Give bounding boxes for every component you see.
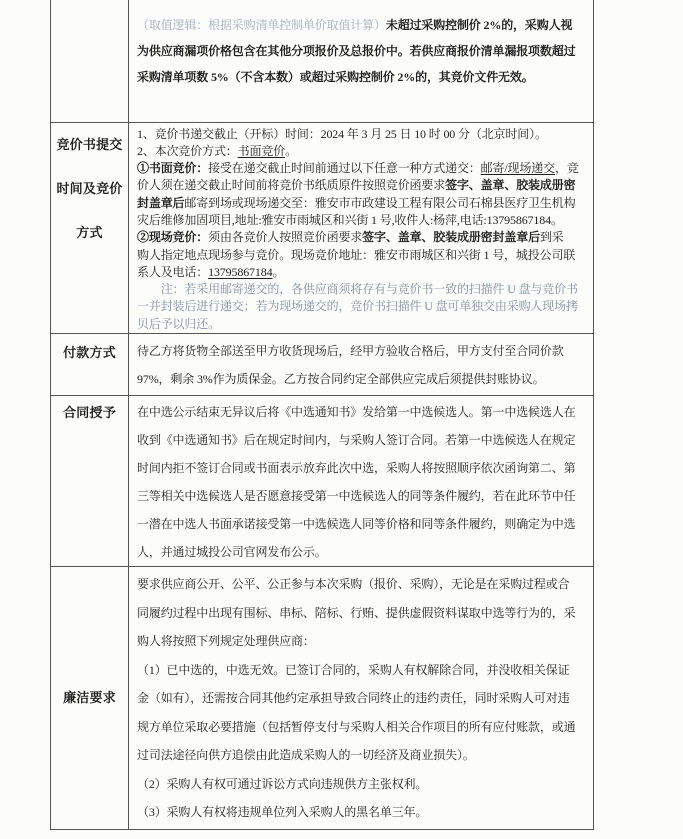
content-line <box>137 64 585 90</box>
text-segment: 一并封装后进行递交；若为现场递交的，竞价书扫描件 U 盘可单独交由采购人现场拷 <box>137 299 578 314</box>
content-line <box>137 398 585 426</box>
content-line <box>137 482 585 510</box>
content-line <box>137 538 585 566</box>
text-segment: 签字、盖章、胶装成册密封盖章后 <box>362 230 540 245</box>
content-line <box>137 798 585 827</box>
text-segment: ①书面竞价： <box>137 161 209 176</box>
row-label-cell-submission <box>51 122 129 334</box>
text-segment: （取值逻辑：根据采购清单控制单价取值计算） <box>137 18 386 32</box>
content-line <box>137 247 585 264</box>
procurement-terms-table <box>50 0 594 830</box>
procurement-terms-table-body <box>51 0 594 830</box>
content-line <box>137 229 585 246</box>
table-row-pricing-rule <box>51 0 594 122</box>
content-line <box>137 177 585 194</box>
text-segment: 注：若采用邮寄递交的，各供应商须将存有与竞价书一致的扫描件 U 盘与竞价书 <box>137 282 578 297</box>
row-label-cell-payment <box>51 334 129 396</box>
content-line <box>137 741 585 770</box>
row-label: 付款方式 <box>63 345 116 361</box>
text-segment: 签字、盖章、胶装成册密 <box>445 178 576 193</box>
content-line <box>137 143 585 160</box>
text-segment: 过司法途径向供方追偿由此造成采购人的一切经济及商业损失）。 <box>137 748 475 763</box>
content-line <box>137 264 585 281</box>
row-label: 时间及竞价 <box>56 180 123 196</box>
row-content-cell-integrity <box>129 567 594 830</box>
text-segment: 一潜在中选人书面承诺接受第一中选候选人同等价格和同等条件履约，则确定为中选 <box>137 517 576 532</box>
content-line <box>137 426 585 454</box>
text-segment: 书面竞价 <box>237 143 286 158</box>
text-segment: 采购清单项数 5%（不含本数）或超过采购控制价 2%的，其竞价文件无效。 <box>137 70 534 84</box>
content-line <box>137 12 585 38</box>
text-segment: 97%，剩余 3%作为质保金。乙方按合同约定全部供应完成后须提供封账协议。 <box>137 372 545 387</box>
row-content-cell-submission <box>129 122 594 334</box>
content-line <box>137 684 585 713</box>
text-segment: 时间内拒不签订合同或书面表示放弃此次中选，采购人将按照顺序依次函询第二、第 <box>137 461 576 476</box>
row-content-cell-contract-award <box>129 396 594 567</box>
row-label: 廉洁要求 <box>63 690 116 706</box>
content-line <box>137 212 585 229</box>
table-row-integrity <box>51 567 594 830</box>
text-segment: 在中选公示结束无异议后将《中选通知书》发给第一中选候选人。第一中选候选人在 <box>137 405 576 420</box>
text-segment: 未超过采购控制价 2%的，采购人视 <box>385 18 573 32</box>
content-line <box>137 195 585 212</box>
text-segment: 须由各竞价人按照竞价函要求 <box>208 230 363 245</box>
text-segment: 邮寄/现场递交 <box>480 161 555 176</box>
text-segment: 为供应商漏项价格包含在其他分项报价及总报价中。若供应商报价清单漏报项数超过 <box>137 44 576 58</box>
content-line <box>137 160 585 177</box>
text-segment: 系人及电话： <box>137 264 209 279</box>
content-line <box>137 713 585 742</box>
text-segment: 邮寄到场或现场递交至：雅安市市政建设工程有限公司石棉县医疗卫生机构 <box>184 195 576 210</box>
table-row-submission <box>51 122 594 334</box>
text-segment: （1）已中选的，中选无效。已签订合同的，采购人有权解除合同，并没收相关保证 <box>137 662 570 677</box>
text-segment: 购人指定地点现场参与竞价。现场竞价地址：雅安市雨城区和兴街 1 号，城投公司联 <box>137 247 576 262</box>
text-segment: 待乙方将货物全部送至甲方收货现场后，经甲方验收合格后，甲方支付至合同价款 <box>137 344 564 359</box>
content-line <box>137 599 585 628</box>
text-segment: 收到《中选通知书》后在规定时间内，与采购人签订合同。若第一中选候选人在规定 <box>137 433 576 448</box>
content-line <box>137 627 585 656</box>
content-line <box>137 454 585 482</box>
text-segment: 价人须在递交截止时间前将竞价书纸质原件按照竞价函要求 <box>137 178 446 193</box>
text-segment: 规方单位采取必要措施（包括暂停支付与采购人相关合作项目的所有应付账款，或通 <box>137 719 576 734</box>
text-segment: （3）采购人有权将违规单位列入采购人的黑名单三年。 <box>137 805 428 820</box>
row-label-cell-contract-award <box>51 396 129 567</box>
content-line <box>137 570 585 599</box>
row-content-cell-payment <box>129 334 594 396</box>
content-line <box>137 298 585 315</box>
content-line <box>137 38 585 64</box>
text-segment: ，竞 <box>554 161 579 176</box>
content-line <box>137 281 585 298</box>
text-segment: 1、竞价书递交截止（开标）时间：2024 年 3 月 25 日 10 时 00 分（北京时间）。 <box>137 126 547 141</box>
content-line <box>137 510 585 538</box>
text-segment: 同履约过程中出现有围标、串标、陪标、行贿、提供虚假资料谋取中选等行为的，采 <box>137 605 576 620</box>
content-line <box>137 770 585 799</box>
row-label: 竞价书提交 <box>56 136 123 152</box>
table-row-payment <box>51 334 594 396</box>
text-segment: 封盖章后 <box>137 195 185 210</box>
row-label: 方式 <box>76 224 103 240</box>
text-segment: 。 <box>285 143 297 158</box>
text-segment: 灾后维修加固项目,地址:雅安市雨城区和兴街 1 号,收件人:杨萍,电话:13795867184。 <box>137 212 563 227</box>
content-line <box>137 316 585 333</box>
text-segment: ②现场竞价： <box>137 230 209 245</box>
text-segment: 到采 <box>539 230 564 245</box>
row-content-cell-pricing-rule <box>129 0 594 122</box>
row-label-cell-pricing-rule <box>51 0 129 122</box>
text-segment: 人，并通过城投公司官网发布公示。 <box>137 545 327 560</box>
content-line <box>137 126 585 143</box>
text-segment: 接受在递交截止时间前通过以下任意一种方式递交： <box>208 161 481 176</box>
text-segment: （2）采购人有权可通过诉讼方式向违规供方主张权利。 <box>137 776 428 791</box>
table-row-contract-award <box>51 396 594 567</box>
row-label: 合同授予 <box>63 405 116 421</box>
content-line <box>137 656 585 685</box>
text-segment: 要求供应商公开、公平、公正参与本次采购（报价、采购），无论是在采购过程或合 <box>137 577 570 592</box>
text-segment: 13795867184 <box>208 264 273 279</box>
content-line <box>137 337 585 365</box>
text-segment: 购人将按照下列规定处理供应商： <box>137 634 315 649</box>
text-segment: 2、本次竞价方式： <box>137 143 238 158</box>
text-segment: 金（如有），还需按合同其他约定承担导致合同终止的违约责任，同时采购人可对违 <box>137 691 570 706</box>
row-label-cell-integrity <box>51 567 129 830</box>
content-line <box>137 365 585 393</box>
text-segment: 。 <box>272 264 285 279</box>
text-segment: 贝后予以归还。 <box>137 316 220 331</box>
text-segment: 三等相关中选候选人是否愿意接受第一中选候选人的同等条件履约，若在此环节中任 <box>137 489 576 504</box>
